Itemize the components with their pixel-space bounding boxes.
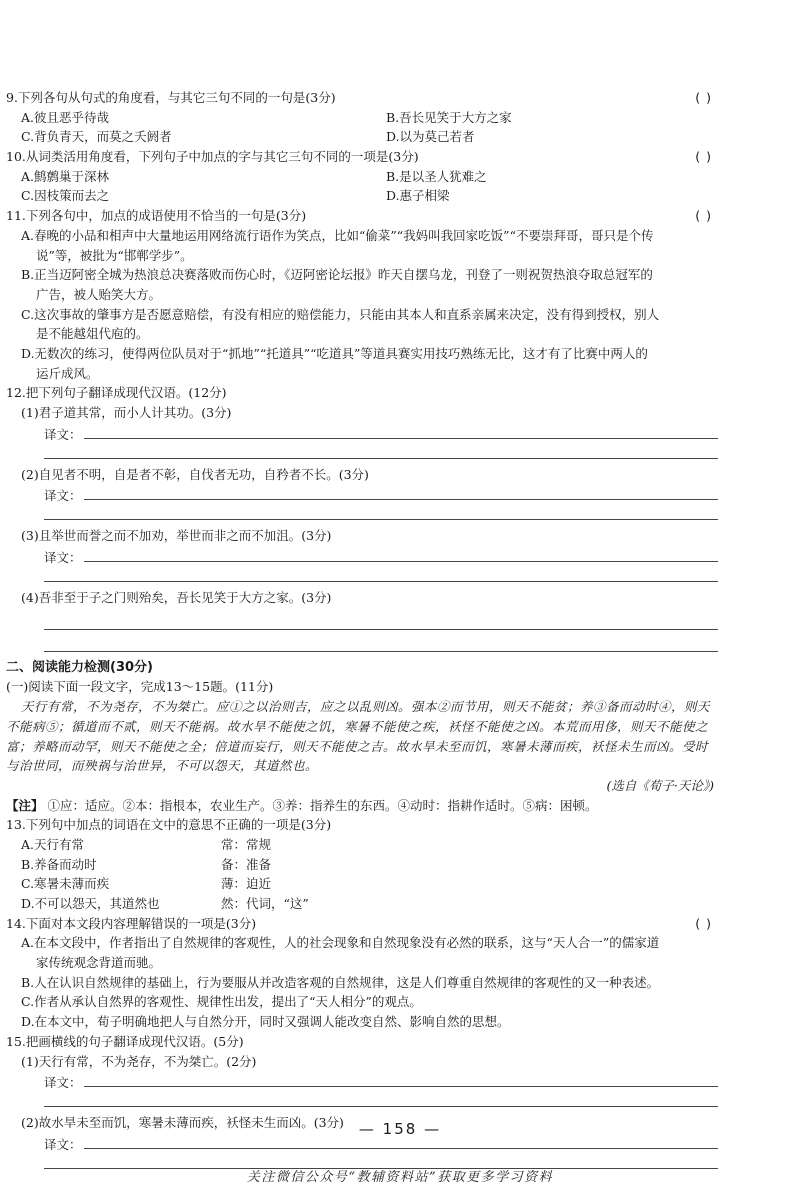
answer-line[interactable] xyxy=(44,1091,718,1107)
question-9 xyxy=(6,88,718,108)
passage-line: 不能病⑤；循道而不贰，则天不能祸。故水旱不能使之饥，寒暑不能使之疾，袄怪不能使之凶。本荒而用侈，则天不能使之 xyxy=(6,718,709,734)
note-text: ①应：适应。②本：指根本，农业生产。③养：指养生的东西。④动时：指耕作适时。⑤病：困顿。 xyxy=(47,797,598,813)
answer-bracket: ( ) xyxy=(695,208,712,224)
reading-intro: (一)阅读下面一段文字，完成13～15题。(11分) xyxy=(6,679,274,695)
sub-question-1: (1)君子道其常，而小人计其功。(3分) xyxy=(21,405,232,420)
option-gloss: 常：常规 xyxy=(221,836,272,852)
option-a: A.在本文段中，作者指出了自然规律的客观性，人的社会现象和自然现象没有必然的联系，这与“天人合一”的儒家道 xyxy=(21,935,660,951)
option-d: D.惠子相梁 xyxy=(386,188,450,204)
option-phrase: A.天行有常 xyxy=(21,836,85,852)
translation-label: 译文： xyxy=(44,488,82,504)
option-d: D.无数次的练习，使得两位队员对于“抓地”“托道具”“吃道具”等道具赛实用技巧熟练无比，这才有了比赛中两人的 xyxy=(21,345,648,361)
answer-line[interactable] xyxy=(6,484,718,504)
option-c-cont: 是不能越俎代庖的。 xyxy=(36,326,149,342)
question-10 xyxy=(6,147,718,167)
footer-note: 关注微信公众号“教辅资料站”获取更多学习资料 xyxy=(246,1170,554,1185)
option-a-cont: 说”等，被批为“邯郸学步”。 xyxy=(36,247,193,263)
option-phrase: C.寒暑未薄而疾 xyxy=(21,876,110,892)
option-c: C.因枝策而去之 xyxy=(21,188,110,204)
option-d: D.以为莫己若者 xyxy=(386,129,475,145)
question-15: 15.把画横线的句子翻译成现代汉语。(5分) xyxy=(6,1033,244,1049)
answer-line[interactable] xyxy=(44,636,718,652)
question-stem: 10.从词类活用角度看，下列句子中加点的字与其它三句不同的一项是(3分) xyxy=(6,149,419,165)
option-c: C.作者从承认自然界的客观性、规律性出发，提出了“天人相分”的观点。 xyxy=(21,994,422,1010)
passage-line: 天行有常，不为尧存，不为桀亡。应①之以治则吉，应之以乱则凶。强本②而节用，则天不能贫；养③备而动时④，则天 xyxy=(21,699,711,715)
answer-line[interactable] xyxy=(44,443,718,459)
sub-question-1: (1)天行有常，不为尧存，不为桀亡。(2分) xyxy=(21,1053,257,1069)
answer-bracket: ( ) xyxy=(695,90,712,105)
section-heading: 二、阅读能力检测(30分) xyxy=(6,659,153,675)
passage-line: 富；养略而动罕，则天不能使之全；倍道而妄行，则天不能使之吉。故水旱未至而饥，寒暑未薄而疾，袄怪未生而凶。受时 xyxy=(6,738,709,754)
question-stem: 9.下列各句从句式的角度看，与其它三句不同的一句是(3分) xyxy=(6,90,336,105)
option-phrase: B.养备而动时 xyxy=(21,856,97,872)
option-a: A.鹪鹩巢于深林 xyxy=(21,168,110,184)
option-row xyxy=(6,835,718,855)
option-d: D.在本文中，荀子明确地把人与自然分开，同时又强调人能改变自然、影响自然的思想。 xyxy=(21,1014,510,1030)
notes xyxy=(6,796,718,816)
answer-line[interactable] xyxy=(44,614,718,630)
option-gloss: 备：准备 xyxy=(221,856,272,872)
option-b: B.人在认识自然规律的基础上，行为要服从并改造客观的自然规律，这是人们尊重自然规律的客观性的又一种表述。 xyxy=(21,974,660,990)
passage-line: 与治世同，而殃祸与治世异，不可以怨天，其道然也。 xyxy=(6,758,319,774)
option-a: A.春晚的小品和相声中大量地运用网络流行语作为笑点，比如“偷菜”“我妈叫我回家吃饭”“不要崇拜哥，哥只是个传 xyxy=(21,227,654,243)
question-12: 12.把下列句子翻译成现代汉语。(12分) xyxy=(6,385,227,401)
question-stem: 11.下列各句中，加点的成语使用不恰当的一句是(3分) xyxy=(6,208,307,224)
passage-source: (选自《荀子·天论》) xyxy=(606,777,714,793)
translation-label: 译文： xyxy=(44,1075,82,1091)
translation-label: 译文： xyxy=(44,426,82,442)
option-b: B.吾长见笑于大方之家 xyxy=(386,109,512,125)
option-gloss: 然：代词，“这” xyxy=(221,896,309,911)
question-11 xyxy=(6,206,718,226)
answer-bracket: ( ) xyxy=(695,915,712,931)
options-row xyxy=(6,127,718,147)
translation-label: 译文： xyxy=(44,550,82,566)
question-13: 13.下列句中加点的词语在文中的意思不正确的一项是(3分) xyxy=(6,817,332,833)
option-b: B.正当迈阿密全城为热浪总决赛落败而伤心时，《迈阿密论坛报》昨天自摆乌龙，刊登了一则祝贺热浪夺取总冠军的 xyxy=(21,267,653,283)
question-stem: 14.下面对本文段内容理解错误的一项是(3分) xyxy=(6,915,257,931)
option-b-cont: 广告，被人贻笑大方。 xyxy=(36,286,162,302)
page-number: — 158 — xyxy=(358,1120,442,1138)
question-14 xyxy=(6,914,718,934)
answer-line[interactable] xyxy=(6,423,718,443)
sub-question-2: (2)自见者不明，自是者不彰，自伐者无功，自矜者不长。(3分) xyxy=(21,466,369,482)
translation-label: 译文： xyxy=(44,1136,82,1152)
options-row xyxy=(6,167,718,187)
option-c: C.这次事故的肇事方是否愿意赔偿，有没有相应的赔偿能力，只能由其本人和直系亲属来决定，没有得到授权，别人 xyxy=(21,306,660,322)
option-d-cont: 运斤成风。 xyxy=(36,365,99,381)
option-row xyxy=(6,855,718,875)
note-label: 【注】 xyxy=(6,797,44,813)
answer-line[interactable] xyxy=(6,546,718,566)
option-row xyxy=(6,894,718,914)
options-row xyxy=(6,186,718,206)
options-row xyxy=(6,108,718,128)
option-gloss: 薄：迫近 xyxy=(221,876,272,892)
option-a-cont: 家传统观念背道而驰。 xyxy=(36,955,162,971)
answer-line[interactable] xyxy=(44,566,718,582)
option-c: C.背负青天，而莫之夭阏者 xyxy=(21,129,172,145)
answer-bracket: ( ) xyxy=(695,149,712,165)
option-row xyxy=(6,874,718,894)
option-phrase: D.不可以怨天，其道然也 xyxy=(21,896,160,911)
option-a: A.彼且恶乎待哉 xyxy=(21,109,110,125)
option-b: B.是以圣人犹难之 xyxy=(386,168,487,184)
answer-line[interactable] xyxy=(44,504,718,520)
sub-question-4: (4)吾非至于子之门则殆矣，吾长见笑于大方之家。(3分) xyxy=(21,590,332,606)
sub-question-3: (3)且举世而誉之而不加劝，举世而非之而不加沮。(3分) xyxy=(21,528,332,544)
answer-line[interactable] xyxy=(6,1071,718,1091)
worksheet-page xyxy=(6,88,718,1175)
sub-question-2: (2)故水旱未至而饥，寒暑未薄而疾，袄怪未生而凶。(3分) xyxy=(21,1115,344,1131)
